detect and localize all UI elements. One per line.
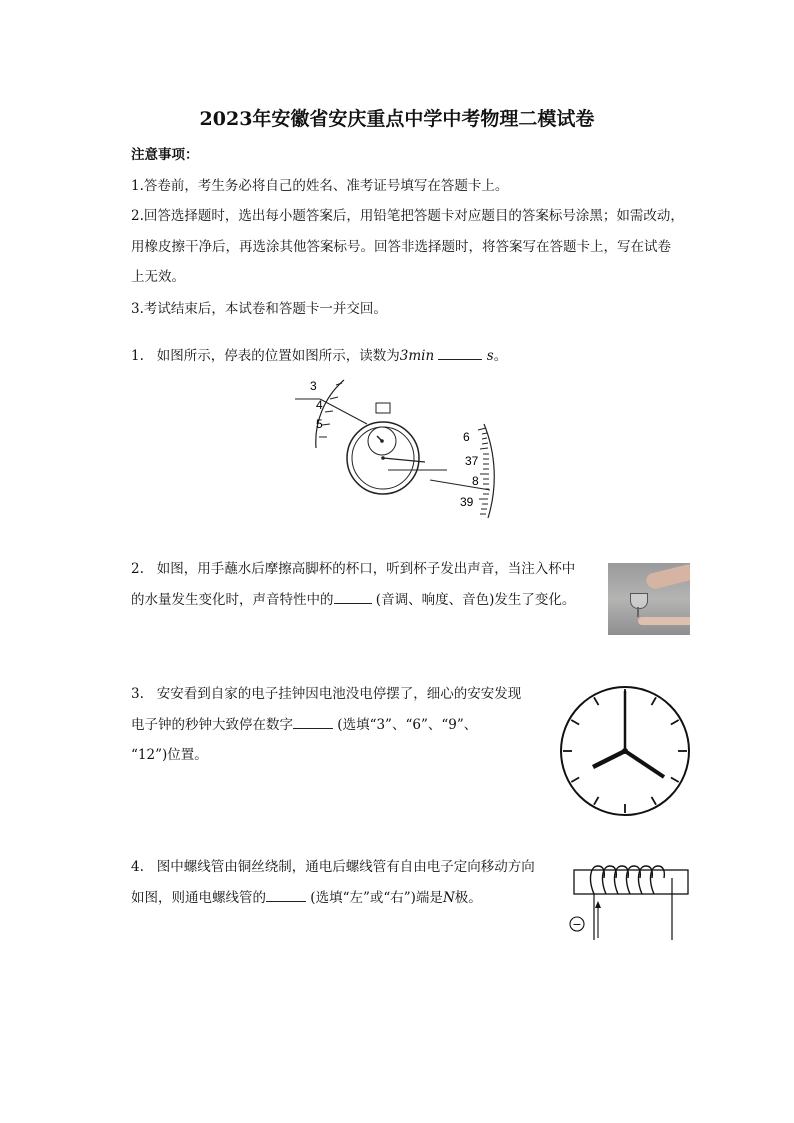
question-text: 如图所示，停表的位置如图所示，读数为 (156, 348, 400, 364)
min-scale-label: 4 (316, 398, 323, 412)
answer-blank[interactable] (438, 347, 482, 360)
question-4-line1 (131, 858, 535, 876)
question-text: (选填“左”或“右”)端是 (310, 890, 443, 906)
question-number: 3. (131, 686, 144, 702)
stopwatch-figure (290, 372, 510, 520)
sec-scale-label: 39 (460, 495, 474, 509)
sec-scale-label: 6 (463, 430, 470, 444)
question-2-line1 (131, 560, 575, 578)
sec-scale-label: 37 (465, 454, 479, 468)
math-value: 3 (399, 348, 409, 364)
answer-blank[interactable] (334, 591, 372, 604)
hand-shape (638, 617, 690, 625)
question-1 (131, 347, 507, 365)
question-text: 电子钟的秒钟大致停在数字 (131, 717, 293, 733)
goblet-shape (630, 593, 648, 609)
notice-item: 1.答卷前，考生务必将自己的姓名、准考证号填写在答题卡上。 (131, 178, 509, 194)
unit-s: s (486, 348, 494, 364)
question-4-line2 (131, 889, 482, 907)
electron-sign: − (572, 918, 582, 931)
answer-blank[interactable] (266, 889, 306, 902)
question-text: (音调、响度、音色)发生了变化。 (375, 592, 576, 608)
min-scale-label: 3 (310, 379, 317, 393)
solenoid-figure (562, 858, 694, 942)
question-number: 2. (131, 561, 144, 577)
question-2-line2 (131, 591, 575, 609)
question-3-line2 (131, 716, 477, 734)
goblet-photo (608, 563, 690, 635)
question-text: 如图，用手蘸水后摩擦高脚杯的杯口，听到杯子发出声音，当注入杯中 (156, 561, 576, 577)
question-3-line3: “12”)位置。 (131, 747, 208, 763)
page-title: 2023年安徽省安庆重点中学中考物理二模试卷 (199, 108, 595, 130)
hand-shape (645, 563, 690, 590)
math-unit: min (408, 348, 435, 364)
question-end: 。 (493, 348, 508, 364)
goblet-stem (637, 607, 639, 617)
pole-label: N (442, 890, 455, 906)
min-scale-label: 5 (316, 417, 323, 431)
question-text: 的水量发生变化时，声音特性中的 (131, 592, 334, 608)
question-text: 极。 (454, 890, 482, 906)
sec-scale-label: 8 (472, 474, 479, 488)
question-3-line1 (131, 685, 521, 703)
notice-item: 3.考试结束后，本试卷和答题卡一并交回。 (131, 301, 387, 317)
question-text: 安安看到自家的电子挂钟因电池没电停摆了，细心的安安发现 (156, 686, 522, 702)
notice-item: 用橡皮擦干净后，再选涂其他答案标号。回答非选择题时，将答案写在答题卡上，写在试卷 (131, 239, 671, 255)
answer-blank[interactable] (293, 716, 333, 729)
question-text: 如图，则通电螺线管的 (131, 890, 266, 906)
question-text: 图中螺线管由铜丝绕制，通电后螺线管有自由电子定向移动方向 (156, 859, 535, 875)
question-number: 1. (131, 348, 144, 364)
question-text: (选填“3”、“6”、“9”、 (337, 717, 478, 733)
wall-clock-figure (556, 685, 696, 820)
question-number: 4. (131, 859, 144, 875)
notice-item: 上无效。 (131, 269, 185, 285)
notice-item: 2.回答选择题时，选出每小题答案后，用铅笔把答题卡对应题目的答案标号涂黑；如需改动， (131, 208, 684, 224)
notice-heading: 注意事项： (131, 147, 199, 163)
